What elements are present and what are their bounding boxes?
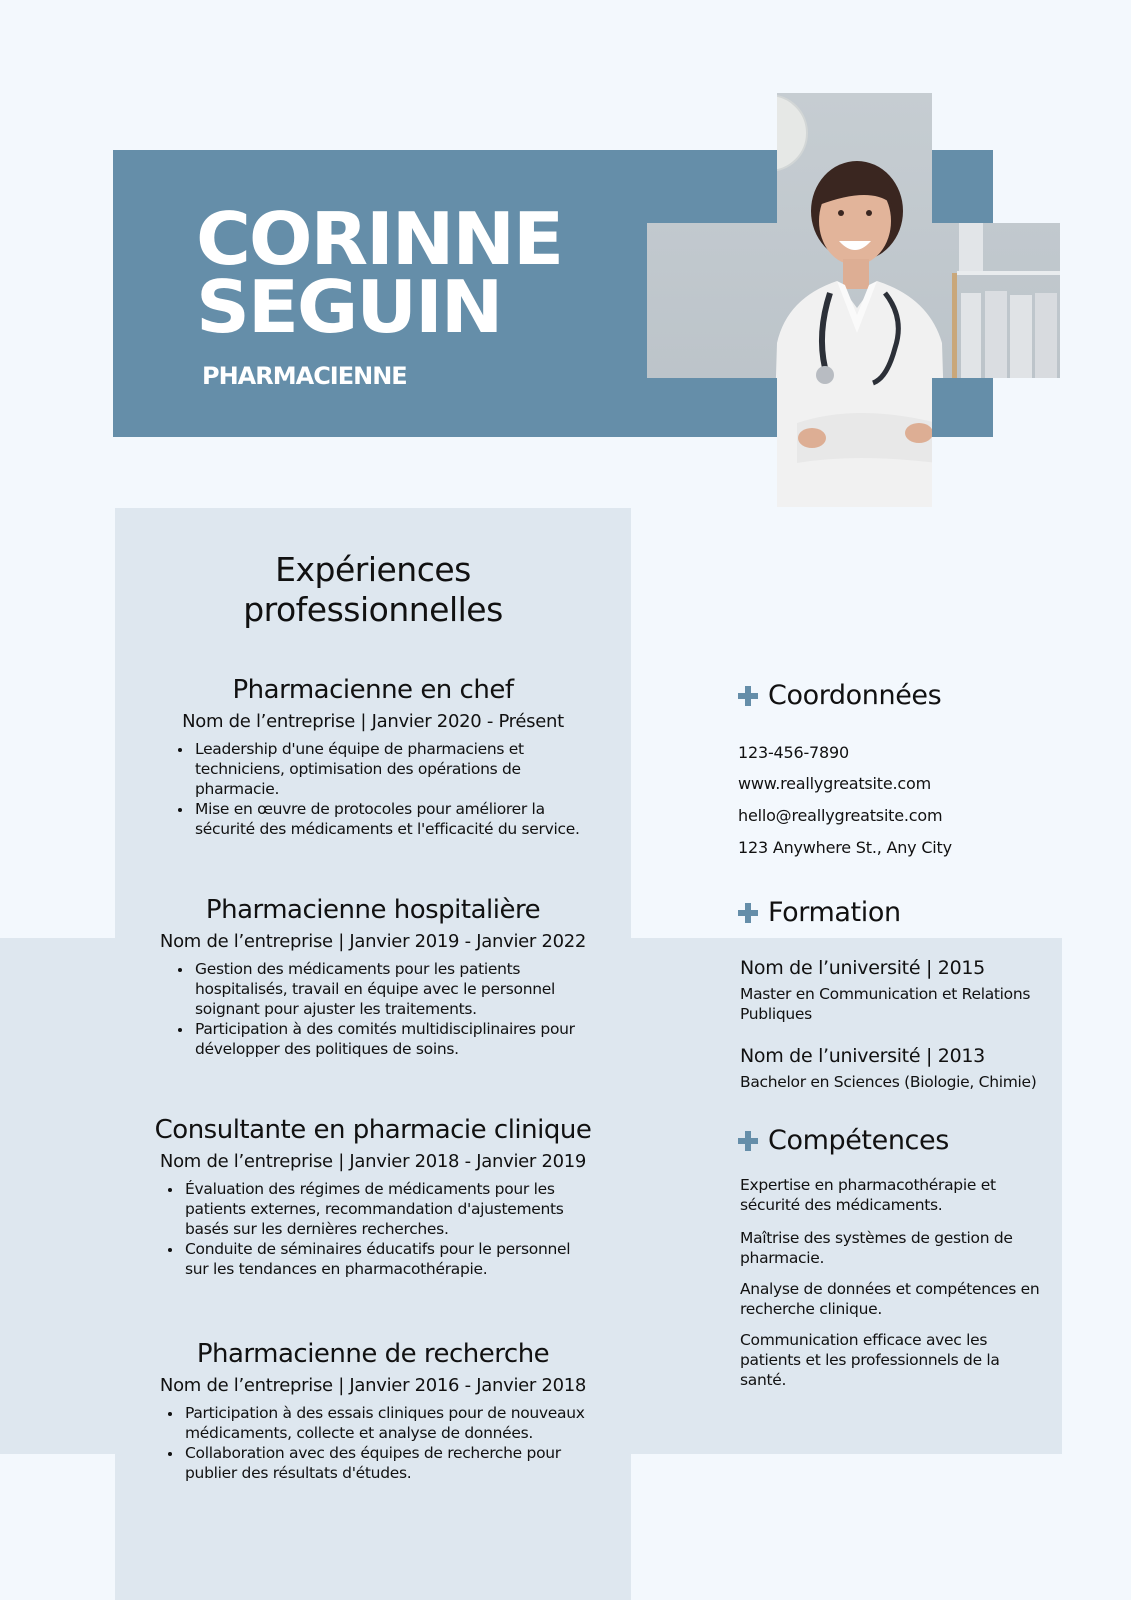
first-name: CORINNE: [196, 197, 563, 281]
job-entry: [115, 1338, 631, 1483]
medical-cross-icon: [738, 903, 758, 923]
skills-section-header: [738, 1124, 949, 1158]
job-bullet: Gestion des médicaments pour les patients hospitalisés, travail en équipe avec le personnel soignant pour ajuster les traitements.: [195, 959, 605, 1019]
job-bullet: Conduite de séminaires éducatifs pour le personnel sur les tendances en pharmacothérapie.: [185, 1239, 595, 1279]
contact-website[interactable]: www.reallygreatsite.com: [738, 774, 931, 793]
job-title: Consultante en pharmacie clinique: [154, 1115, 592, 1145]
contact-phone[interactable]: 123-456-7890: [738, 743, 849, 762]
job-title: Pharmacienne de recherche: [196, 1339, 550, 1369]
job-meta: Nom de l’entreprise | Janvier 2020 - Présent: [182, 711, 564, 732]
last-name: SEGUIN: [196, 265, 502, 349]
skills-section-title: Compétences: [768, 1125, 949, 1156]
job-title: Pharmacienne hospitalière: [205, 895, 541, 925]
job-bullet: Évaluation des régimes de médicaments pour les patients externes, recommandation d'ajustements basés sur les dernières recherches.: [185, 1179, 595, 1239]
job-entry: [115, 894, 631, 1059]
skill-item: Expertise en pharmacothérapie et sécurité des médicaments.: [740, 1176, 996, 1214]
job-bullet: Leadership d'une équipe de pharmaciens et techniciens, optimisation des opérations de pharmacie.: [195, 739, 605, 799]
job-role: PHARMACIENNE: [202, 362, 407, 390]
contact-address: 123 Anywhere St., Any City: [738, 838, 952, 857]
education-school: Nom de l’université | 2013: [740, 1045, 985, 1067]
education-degree: Master en Communication et Relations Publiques: [740, 985, 1031, 1023]
skill-item: Analyse de données et compétences en recherche clinique.: [740, 1280, 1040, 1318]
experience-section-title: [115, 550, 631, 630]
job-bullet: Collaboration avec des équipes de recherche pour publier des résultats d'études.: [185, 1443, 585, 1483]
education-item: [740, 1044, 1050, 1092]
education-degree: Bachelor en Sciences (Biologie, Chimie): [740, 1073, 1037, 1091]
medical-cross-icon: [738, 686, 758, 706]
skill-item: Maîtrise des systèmes de gestion de pharmacie.: [740, 1229, 1013, 1267]
job-meta: Nom de l’entreprise | Janvier 2016 - Janvier 2018: [159, 1375, 587, 1396]
portrait-image: [647, 93, 1060, 507]
contact-section-header: [738, 679, 941, 713]
experience-title-line1: Expériences: [275, 550, 471, 589]
medical-cross-icon: [738, 1131, 758, 1151]
job-bullets: [185, 1179, 595, 1279]
job-entry: [115, 674, 631, 839]
job-bullet: Participation à des comités multidisciplinaires pour développer des politiques de soins.: [195, 1019, 605, 1059]
job-bullet: Participation à des essais cliniques pour de nouveaux médicaments, collecte et analyse de données.: [185, 1404, 585, 1442]
job-title: Pharmacienne en chef: [232, 675, 514, 705]
education-section-header: [738, 896, 901, 930]
contact-email[interactable]: hello@reallygreatsite.com: [738, 806, 943, 825]
job-entry: [115, 1114, 631, 1279]
job-bullets: [185, 1403, 585, 1483]
job-bullets: [195, 739, 605, 839]
education-item: [740, 956, 1050, 1024]
contact-section-title: Coordonnées: [768, 680, 942, 711]
job-bullet: Mise en œuvre de protocoles pour améliorer la sécurité des médicaments et l'efficacité du service.: [195, 799, 605, 839]
profile-photo: [647, 93, 1060, 507]
skill-item: Communication efficace avec les patients et les professionnels de la santé.: [740, 1331, 1000, 1389]
experience-title-line2: professionnelles: [243, 590, 503, 629]
candidate-name: [196, 197, 563, 349]
job-meta: Nom de l’entreprise | Janvier 2019 - Janvier 2022: [159, 931, 587, 952]
education-school: Nom de l’université | 2015: [740, 957, 985, 979]
job-meta: Nom de l’entreprise | Janvier 2018 - Janvier 2019: [159, 1151, 587, 1172]
education-section-title: Formation: [768, 897, 901, 928]
job-bullets: [195, 959, 605, 1059]
